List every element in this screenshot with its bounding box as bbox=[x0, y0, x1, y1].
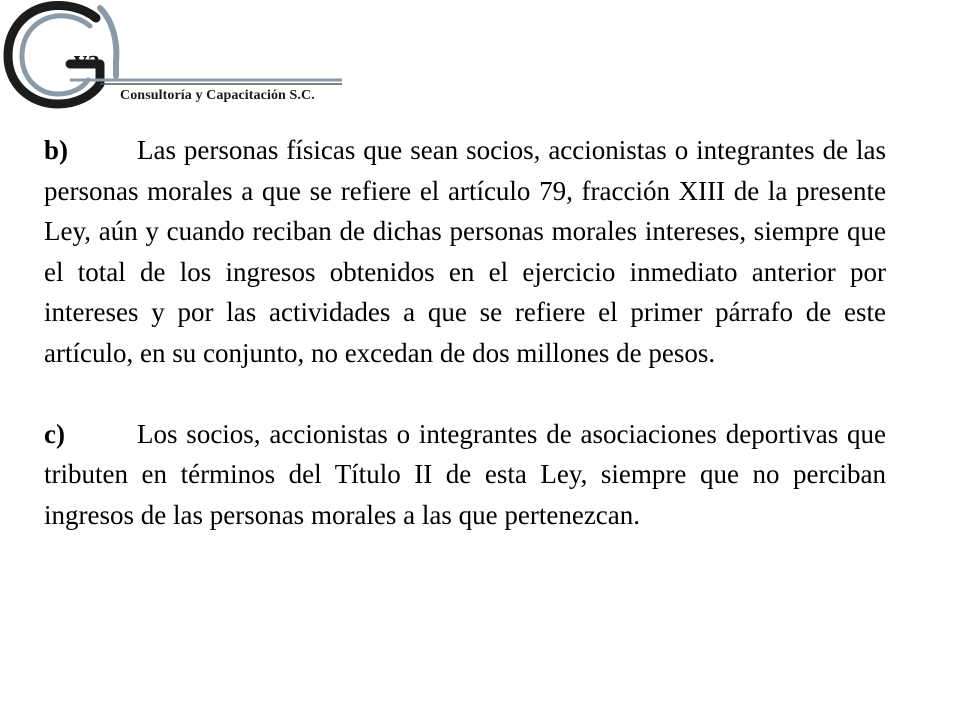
paragraph-text: Los socios, accionistas o integrantes de asociaciones deportivas que tributen en términos del Título II de esta Ley, siempre que no perciban ingresos de las personas morales a las que pertenezcan. bbox=[44, 418, 886, 530]
paragraph-label: c) bbox=[44, 418, 65, 449]
document-body bbox=[44, 130, 886, 575]
paragraph-b bbox=[44, 130, 886, 374]
logo-initials: va bbox=[74, 45, 100, 74]
paragraph-label: b) bbox=[44, 135, 69, 165]
paragraph-c bbox=[44, 414, 886, 536]
logo-caption: Consultoría y Capacitación S.C. bbox=[120, 88, 315, 103]
company-logo bbox=[0, 0, 360, 118]
paragraph-text: Las personas físicas que sean socios, accionistas o integrantes de las personas morales a que se refiere el artículo 79, fracción XIII de la presente Ley, aún y cuando reciban de dichas personas morales intereses, siempre que el total de los ingresos obtenidos en el ejercicio inmediato anterior por intereses y por las actividades a que se refiere el primer párrafo de este artículo, en su conjunto, no excedan de dos millones de pesos. bbox=[44, 135, 886, 368]
